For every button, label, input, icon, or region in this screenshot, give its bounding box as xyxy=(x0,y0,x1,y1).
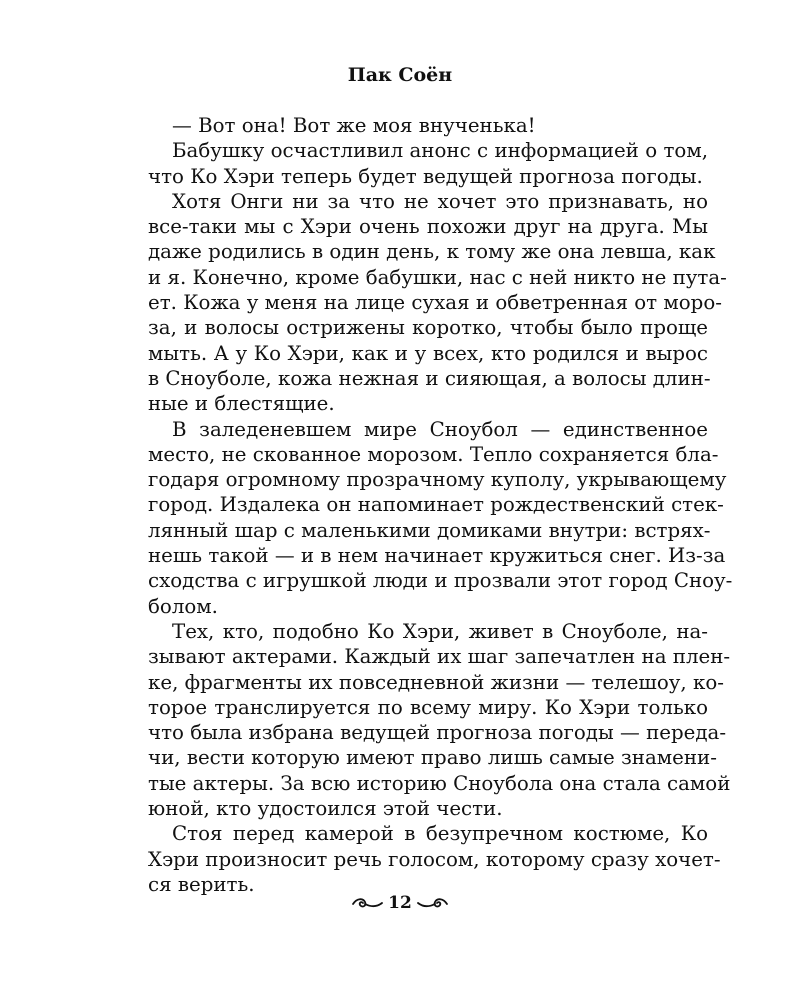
text-line: тые актеры. За всю историю Сноубола она стала самой xyxy=(148,771,731,795)
text-line: и я. Конечно, кроме бабушки, нас с ней никто не пута- xyxy=(148,265,727,289)
body-text xyxy=(148,113,733,897)
text-line: все-таки мы с Хэри очень похожи друг на друга. Мы xyxy=(148,215,708,239)
text-line: В заледеневшем мире Сноубол — единственное xyxy=(172,417,708,441)
text-line: место, не скованное морозом. Тепло сохраняется бла- xyxy=(148,442,719,466)
text-line: в Сноуболе, кожа нежная и сияющая, а волосы длин- xyxy=(148,366,711,390)
text-line: Бабушку осчастливил анонс с информацией о том, xyxy=(172,139,708,163)
text-line: торое транслируется по всему миру. Ко Хэри только xyxy=(148,695,708,719)
page-number: 12 xyxy=(388,893,412,913)
text-line: за, и волосы острижены коротко, чтобы было проще xyxy=(148,316,708,340)
swirl-ornament-icon xyxy=(351,895,383,911)
text-line: ке, фрагменты их повседневной жизни — телешоу, ко- xyxy=(148,670,724,694)
text-line: ет. Кожа у меня на лице сухая и обветренная от моро- xyxy=(148,291,722,315)
text-line: зывают актерами. Каждый их шаг запечатлен на плен- xyxy=(148,645,731,669)
text-line: мыть. А у Ко Хэри, как и у всех, кто родился и вырос xyxy=(148,341,708,365)
text-line: нешь такой — и в нем начинает кружиться снег. Из-за xyxy=(148,544,726,568)
page-footer xyxy=(0,893,800,913)
text-line: годаря огромному прозрачному куполу, укрывающему xyxy=(148,468,727,492)
text-line: ся верить. xyxy=(148,872,255,896)
text-line: город. Издалека он напоминает рождественский стек- xyxy=(148,493,724,517)
text-line: Стоя перед камерой в безупречном костюме, Ко xyxy=(172,822,708,846)
text-line: чи, вести которую имеют право лишь самые знамени- xyxy=(148,746,717,770)
text-line: даже родились в один день, к тому же она левша, как xyxy=(148,240,716,264)
text-line: Хотя Онги ни за что не хочет это признавать, но xyxy=(172,189,708,213)
text-line: лянный шар с маленькими домиками внутри: встрях- xyxy=(148,518,711,542)
text-line: сходства с игрушкой люди и прозвали этот город Сноу- xyxy=(148,569,733,593)
text-line: Хэри произносит речь голосом, которому сразу хочет- xyxy=(148,847,721,871)
text-line: что Ко Хэри теперь будет ведущей прогноза погоды. xyxy=(148,164,703,188)
text-line: юной, кто удостоился этой чести. xyxy=(148,797,503,821)
text-line: что была избрана ведущей прогноза погоды — переда- xyxy=(148,721,727,745)
text-line: Тех, кто, подобно Ко Хэри, живет в Сноуболе, на- xyxy=(172,619,708,643)
text-line: — Вот она! Вот же моя внученька! xyxy=(172,114,536,137)
text-line: болом. xyxy=(148,594,218,618)
running-header: Пак Соён xyxy=(347,64,453,86)
swirl-ornament-icon xyxy=(417,895,449,911)
text-line: ные и блестящие. xyxy=(148,392,335,416)
